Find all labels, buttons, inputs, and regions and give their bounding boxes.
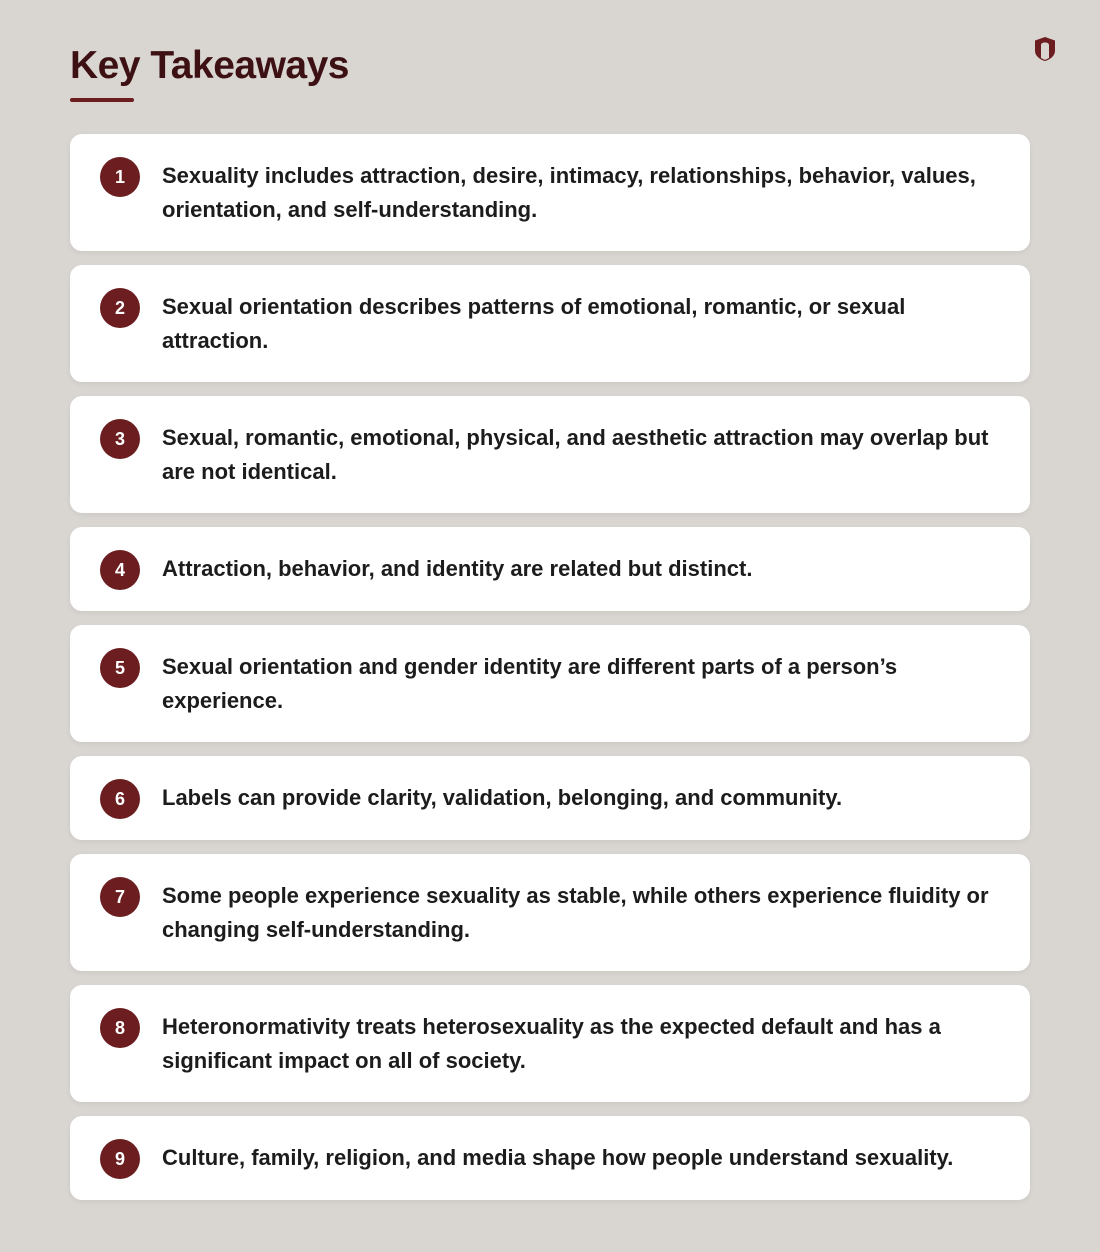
page-title: Key Takeaways (70, 44, 349, 87)
takeaway-text: Some people experience sexuality as stable, while others experience fluidity or changing self-understanding. (162, 883, 989, 942)
takeaway-text: Culture, family, religion, and media shape how people understand sexuality. (162, 1145, 954, 1170)
takeaway-number-badge: 1 (100, 157, 140, 197)
takeaway-number-badge: 2 (100, 288, 140, 328)
takeaway-number-badge: 6 (100, 779, 140, 819)
title-underline (70, 98, 134, 102)
takeaway-number-badge: 9 (100, 1139, 140, 1179)
takeaway-card (70, 625, 1030, 742)
takeaway-number-badge: 4 (100, 550, 140, 590)
takeaway-text: Sexual orientation and gender identity are different parts of a person’s experience. (162, 654, 898, 713)
takeaway-text: Sexual, romantic, emotional, physical, and aesthetic attraction may overlap but are not identical. (162, 425, 989, 484)
takeaway-text: Attraction, behavior, and identity are related but distinct. (162, 556, 753, 581)
takeaway-card (70, 756, 1030, 840)
takeaway-text: Sexuality includes attraction, desire, intimacy, relationships, behavior, values, orientation, and self-understanding. (162, 163, 976, 222)
takeaway-card (70, 527, 1030, 611)
takeaway-card (70, 854, 1030, 971)
takeaway-text: Heteronormativity treats heterosexuality as the expected default and has a significant impact on all of society. (162, 1014, 941, 1073)
takeaway-number-badge: 8 (100, 1008, 140, 1048)
takeaway-card (70, 134, 1030, 251)
takeaway-card (70, 985, 1030, 1102)
takeaway-card (70, 396, 1030, 513)
takeaway-number-badge: 5 (100, 648, 140, 688)
page-header (70, 40, 349, 102)
takeaway-text: Sexual orientation describes patterns of emotional, romantic, or sexual attraction. (162, 294, 906, 353)
takeaway-card (70, 265, 1030, 382)
shield-icon (1033, 36, 1057, 62)
takeaway-card (70, 1116, 1030, 1200)
takeaways-list (70, 134, 1030, 1214)
takeaway-text: Labels can provide clarity, validation, belonging, and community. (162, 785, 843, 810)
takeaway-number-badge: 3 (100, 419, 140, 459)
takeaway-number-badge: 7 (100, 877, 140, 917)
